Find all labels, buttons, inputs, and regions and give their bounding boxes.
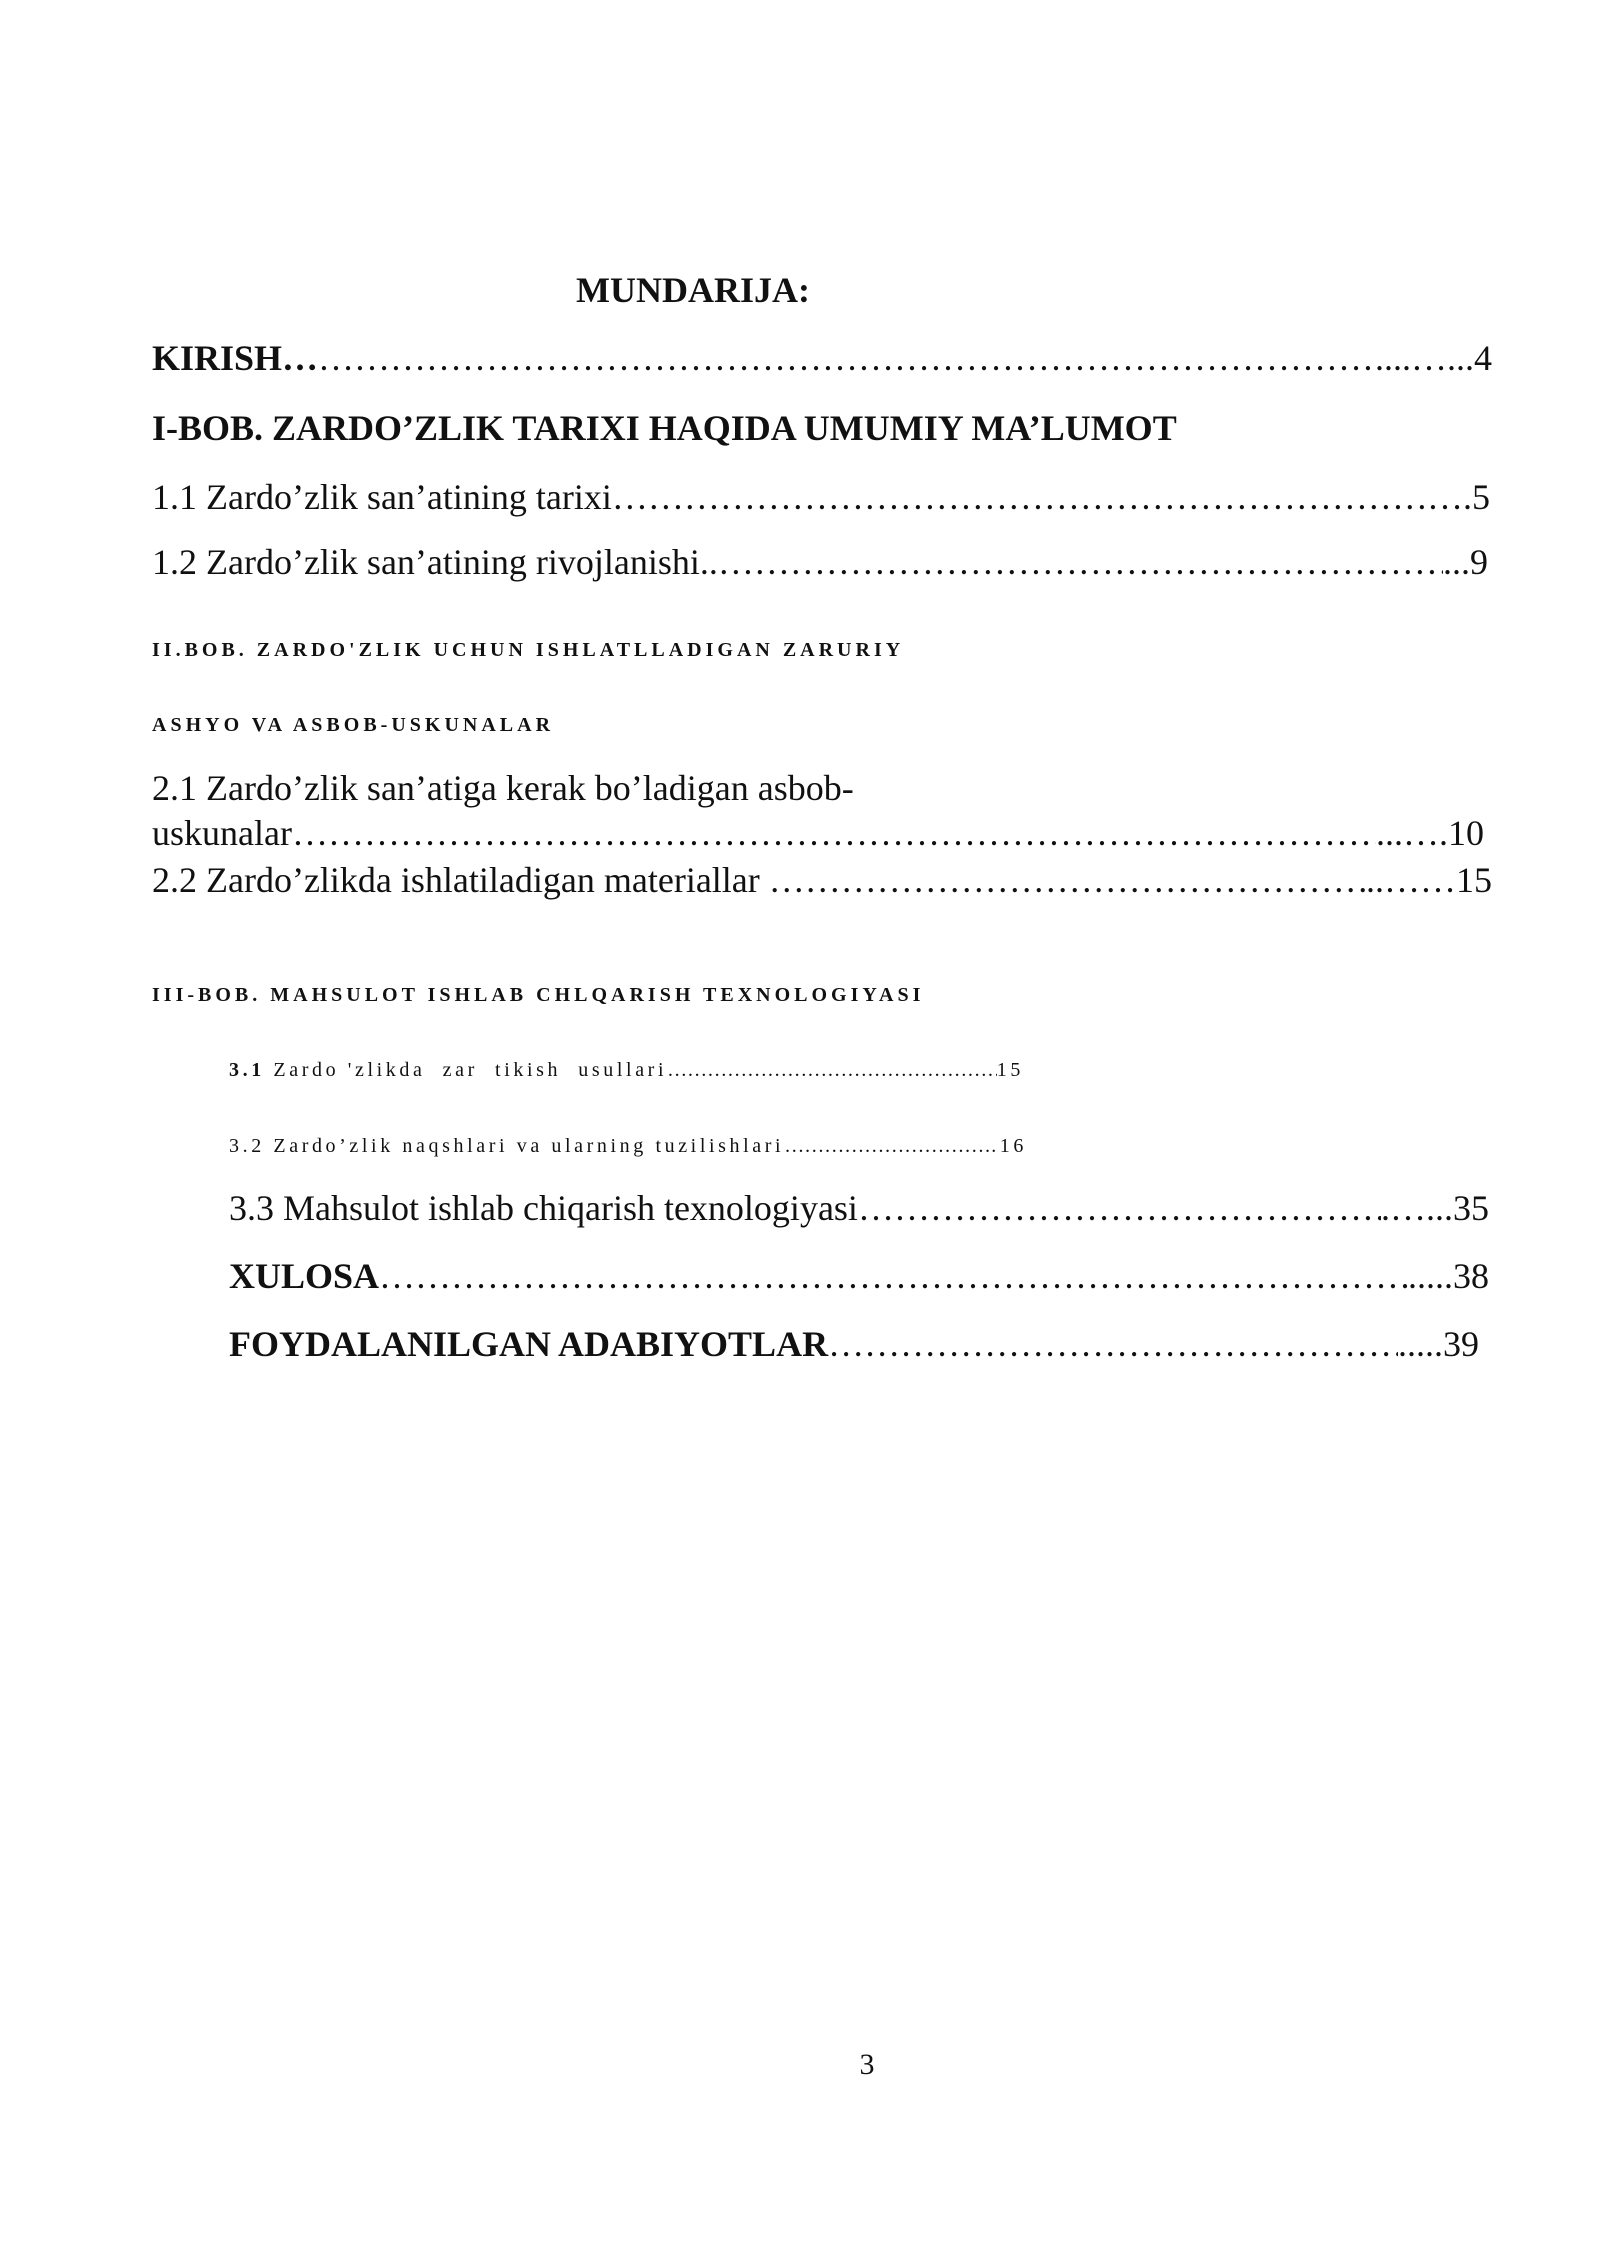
toc-entry-label: KIRISH…: [152, 338, 319, 378]
toc-entry-page: ....…...4: [1375, 338, 1492, 378]
dot-leader: [784, 1136, 991, 1156]
dot-leader: [667, 1060, 997, 1080]
toc-entry-page: .16: [991, 1135, 1027, 1157]
toc-entry-1-1: [152, 479, 1490, 515]
toc-entry-label: 2.2 Zardo’zlikda ishlatiladigan materiallar: [152, 860, 769, 900]
dot-leader: [379, 1258, 1408, 1294]
chapter-2-heading: II.BOB. ZARDO'ZLIK UCHUN ISHLATLLADIGAN ZARURIY: [152, 639, 905, 661]
toc-entry-page: .....38: [1408, 1256, 1489, 1296]
toc-entry-label: 1.2 Zardo’zlik san’atining rivojlanishi..: [152, 542, 718, 582]
chapter-1-heading: I-BOB. ZARDO’ZLIK TARIXI HAQIDA UMUMIY MA’LUMOT: [152, 408, 1177, 448]
toc-title: MUNDARIJA:: [576, 270, 810, 310]
toc-entry-kirish: [152, 340, 1492, 376]
toc-entry-page: .....39: [1398, 1324, 1479, 1364]
toc-entry-xulosa: [229, 1258, 1489, 1294]
toc-entry-2-2: [152, 862, 1492, 898]
toc-entry-adabiyotlar: [229, 1326, 1479, 1362]
toc-entry-page: 15: [996, 1059, 1024, 1081]
dot-leader: [318, 340, 1375, 376]
toc-entry-label: 3.2 Zardo’zlik naqshlari va ularning tuzilishlari: [229, 1135, 785, 1157]
toc-entry-label: 1.1 Zardo’zlik san’atining tarixi: [152, 477, 612, 517]
page-number: 3: [859, 2048, 875, 2081]
toc-entry-page: ...9: [1443, 542, 1488, 582]
toc-entry-label: uskunalar: [152, 813, 292, 853]
toc-entry-3-2: [229, 1136, 1027, 1156]
dot-leader: [612, 479, 1427, 515]
toc-entry-3-1: [229, 1060, 1024, 1080]
dot-leader: [769, 862, 1366, 898]
toc-entry-label: Zardo 'zlikda zar tikish usullari: [264, 1059, 668, 1081]
dot-leader: [292, 815, 1376, 851]
dot-leader: [718, 544, 1443, 580]
toc-entry-page: .…...35: [1381, 1188, 1489, 1228]
toc-entry-page: ...….10: [1376, 813, 1484, 853]
toc-entry-label: FOYDALANILGAN ADABIYOTLAR: [229, 1324, 829, 1364]
toc-entry-label: 3.3 Mahsulot ishlab chiqarish texnologiyasi: [229, 1188, 858, 1228]
toc-entry-number: 3.1: [229, 1059, 265, 1081]
toc-entry-page: ….5: [1427, 477, 1490, 517]
chapter-3-heading: III-BOB. MAHSULOT ISHLAB CHLQARISH TEXNOLOGIYASI: [152, 984, 925, 1006]
toc-entry-label: XULOSA: [229, 1256, 380, 1296]
dot-leader: [858, 1190, 1381, 1226]
toc-entry-page: ..……15: [1366, 860, 1492, 900]
chapter-2-heading-continued: ASHYO VA ASBOB-USKUNALAR: [152, 714, 555, 736]
dot-leader: [828, 1326, 1398, 1362]
toc-entry-3-3: [229, 1190, 1489, 1226]
toc-entry-2-1-continued: [152, 815, 1484, 851]
toc-entry-1-2: [152, 544, 1488, 580]
toc-entry-2-1: 2.1 Zardo’zlik san’atiga kerak bo’ladigan asbob-: [152, 768, 854, 808]
